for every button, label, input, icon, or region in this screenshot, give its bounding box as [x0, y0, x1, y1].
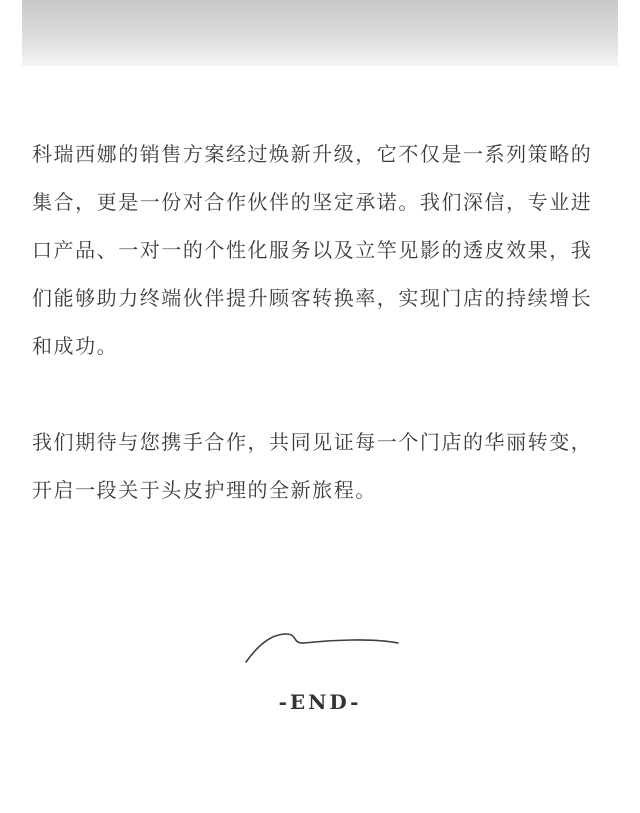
end-marker: -END- — [278, 690, 362, 714]
paragraph-1: 科瑞西娜的销售方案经过焕新升级，它不仅是一系列策略的集合，更是一份对合作伙伴的坚定承诺。我们深信，专业进口产品、一对一的个性化服务以及立竿见影的透皮效果，我们能够助力终端伙伴提升顾客转换率，实现门店的持续增长和成功。 — [32, 142, 593, 358]
signature-flourish-icon — [242, 628, 402, 668]
paragraph-2: 我们期待与您携手合作，共同见证每一个门店的华丽转变，开启一段关于头皮护理的全新旅程。 — [32, 430, 593, 502]
article-body — [32, 130, 612, 514]
header-image — [22, 0, 618, 66]
